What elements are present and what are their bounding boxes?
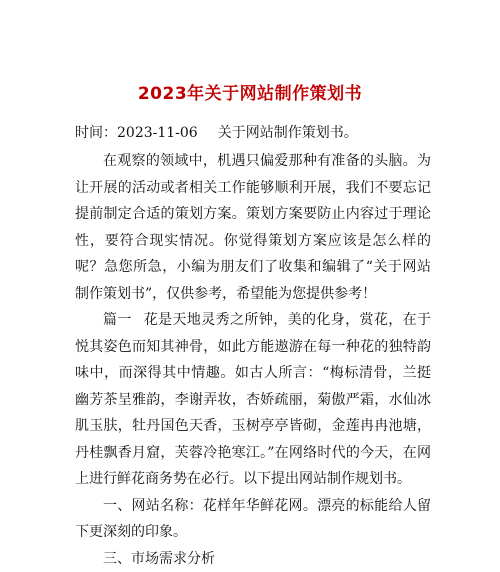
document-subject: 关于网站制作策划书。 — [218, 124, 358, 142]
document-meta — [75, 124, 358, 142]
part-one-label: 篇一 — [103, 312, 132, 328]
intro-paragraph: 在观察的领域中，机遇只偏爱那种有准备的头脑。为让开展的活动或者相关工作能够顺利开展，我们不要忘记提前制定合适的策划方案。策划方案要防止内容过于理论性，要符合现实情况。你觉得策划方案应该是怎么样的呢？急您所急，小编为朋友们了收集和编辑了“关于网站制作策划书”，仅供参考，希望能为您提供参考！ — [75, 148, 431, 307]
section-one-paragraph: 一、网站名称：花样年华鲜花网。漂亮的标能给人留下更深刻的印象。 — [75, 493, 431, 546]
part-one-paragraph — [75, 307, 431, 493]
time-label: 时间： — [75, 124, 117, 142]
date-value: 2023-11-06 — [117, 124, 198, 142]
document-title: 2023年关于网站制作策划书 — [0, 79, 500, 104]
section-three-heading: 三、市场需求分析 — [75, 546, 431, 572]
document-body — [75, 148, 431, 572]
part-one-text: 花是天地灵秀之所钟，美的化身，赏花，在于悦其姿色而知其神骨，如此方能遨游在每一种花的独特韵味中，而深得其中情趣。如古人所言：“梅标清骨，兰挺幽芳茶呈雅韵，李谢弄妆，杏娇疏丽，菊傲严霜，水仙冰肌玉肤，牡丹国色天香，玉树亭亭皆砌，金莲冉冉池塘，丹桂飘香月窟，芙蓉冷艳寒江。”在网络时代的今天，在网上进行鲜花商务势在必行。以下提出网站制作规划书。 — [75, 312, 431, 487]
